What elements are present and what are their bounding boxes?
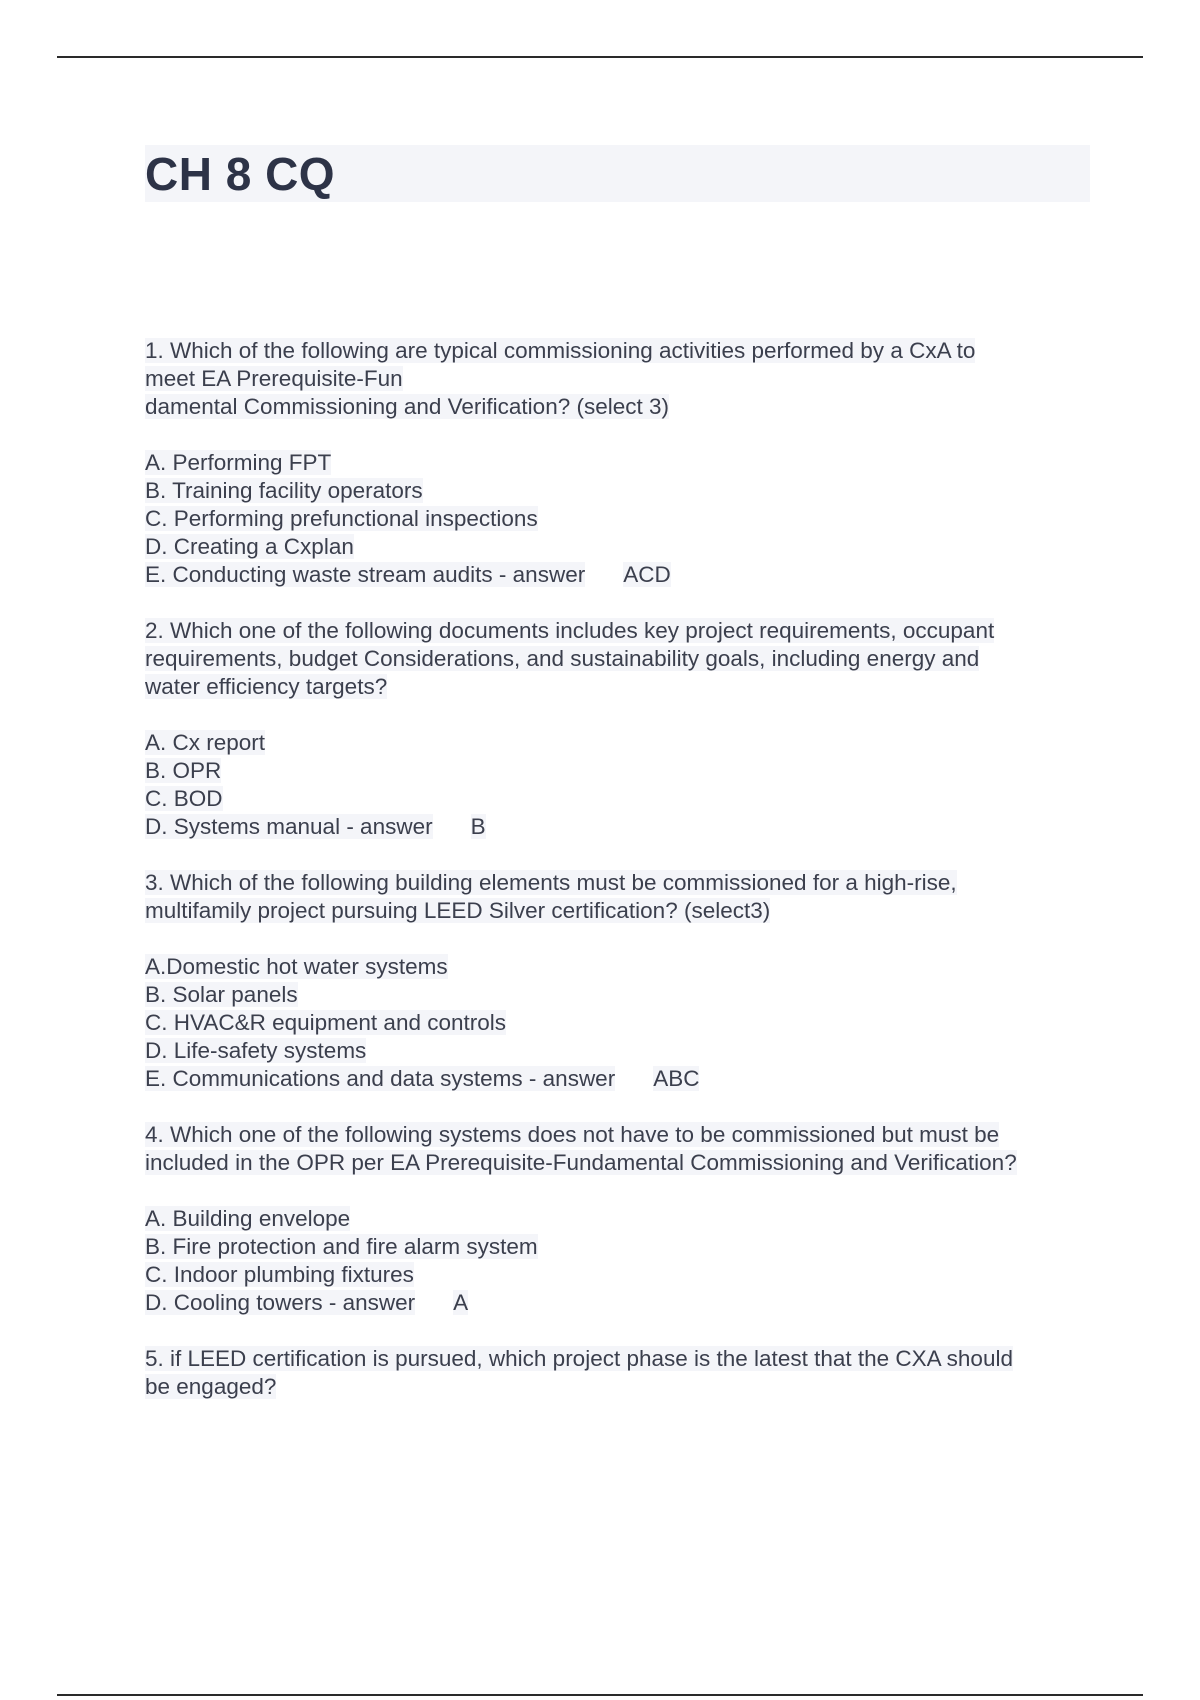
question-prompt (145, 1121, 1105, 1177)
question-2 (145, 617, 1105, 841)
option-list (145, 449, 1105, 589)
option-d: D. Creating a Cxplan (145, 534, 354, 559)
option-c: C. HVAC&R equipment and controls (145, 1010, 506, 1035)
option-b: B. Fire protection and fire alarm system (145, 1234, 538, 1259)
option-list (145, 729, 1105, 841)
option-b: B. OPR (145, 758, 222, 783)
answer-key: B (470, 814, 486, 839)
title-band (145, 145, 1090, 202)
option-d: D. Systems manual - answer (145, 814, 433, 839)
option-c: C. Performing prefunctional inspections (145, 506, 538, 531)
question-prompt (145, 869, 1105, 925)
question-4 (145, 1121, 1105, 1317)
question-5 (145, 1345, 1105, 1401)
option-b: B. Training facility operators (145, 478, 423, 503)
option-d: D. Life-safety systems (145, 1038, 367, 1063)
option-list (145, 953, 1105, 1093)
question-prompt (145, 1345, 1105, 1401)
answer-key: ABC (653, 1066, 700, 1091)
prompt-line: multifamily project pursuing LEED Silver certification? (select3) (145, 898, 771, 923)
prompt-line: 5. if LEED certification is pursued, which project phase is the latest that the CXA should (145, 1346, 1013, 1371)
prompt-line: 2. Which one of the following documents includes key project requirements, occupant (145, 618, 995, 643)
option-e: E. Communications and data systems - answer (145, 1066, 616, 1091)
prompt-line: requirements, budget Considerations, and sustainability goals, including energy and (145, 646, 980, 671)
question-1 (145, 337, 1105, 589)
option-a: A.Domestic hot water systems (145, 954, 448, 979)
page-title: CH 8 CQ (145, 147, 336, 200)
option-a: A. Cx report (145, 730, 266, 755)
option-d: D. Cooling towers - answer (145, 1290, 416, 1315)
answer-key: A (453, 1290, 469, 1315)
question-3 (145, 869, 1105, 1093)
question-prompt (145, 337, 1105, 421)
option-e: E. Conducting waste stream audits - answer (145, 562, 586, 587)
answer-key: ACD (623, 562, 671, 587)
prompt-line: meet EA Prerequisite-Fun (145, 366, 403, 391)
option-a: A. Building envelope (145, 1206, 351, 1231)
prompt-line: be engaged? (145, 1374, 277, 1399)
question-prompt (145, 617, 1105, 701)
prompt-line: damental Commissioning and Verification? (select 3) (145, 394, 670, 419)
option-a: A. Performing FPT (145, 450, 332, 475)
option-c: C. Indoor plumbing fixtures (145, 1262, 414, 1287)
prompt-line: 3. Which of the following building elements must be commissioned for a high-rise, (145, 870, 957, 895)
question-list (145, 337, 1105, 1429)
bottom-rule (57, 1694, 1143, 1696)
option-list (145, 1205, 1105, 1317)
option-c: C. BOD (145, 786, 223, 811)
top-rule (57, 56, 1143, 58)
prompt-line: 4. Which one of the following systems does not have to be commissioned but must be (145, 1122, 1000, 1147)
prompt-line: included in the OPR per EA Prerequisite-Fundamental Commissioning and Verification? (145, 1150, 1017, 1175)
prompt-line: 1. Which of the following are typical commissioning activities performed by a CxA to (145, 338, 976, 363)
prompt-line: water efficiency targets? (145, 674, 388, 699)
header-section (145, 145, 1090, 202)
option-b: B. Solar panels (145, 982, 298, 1007)
